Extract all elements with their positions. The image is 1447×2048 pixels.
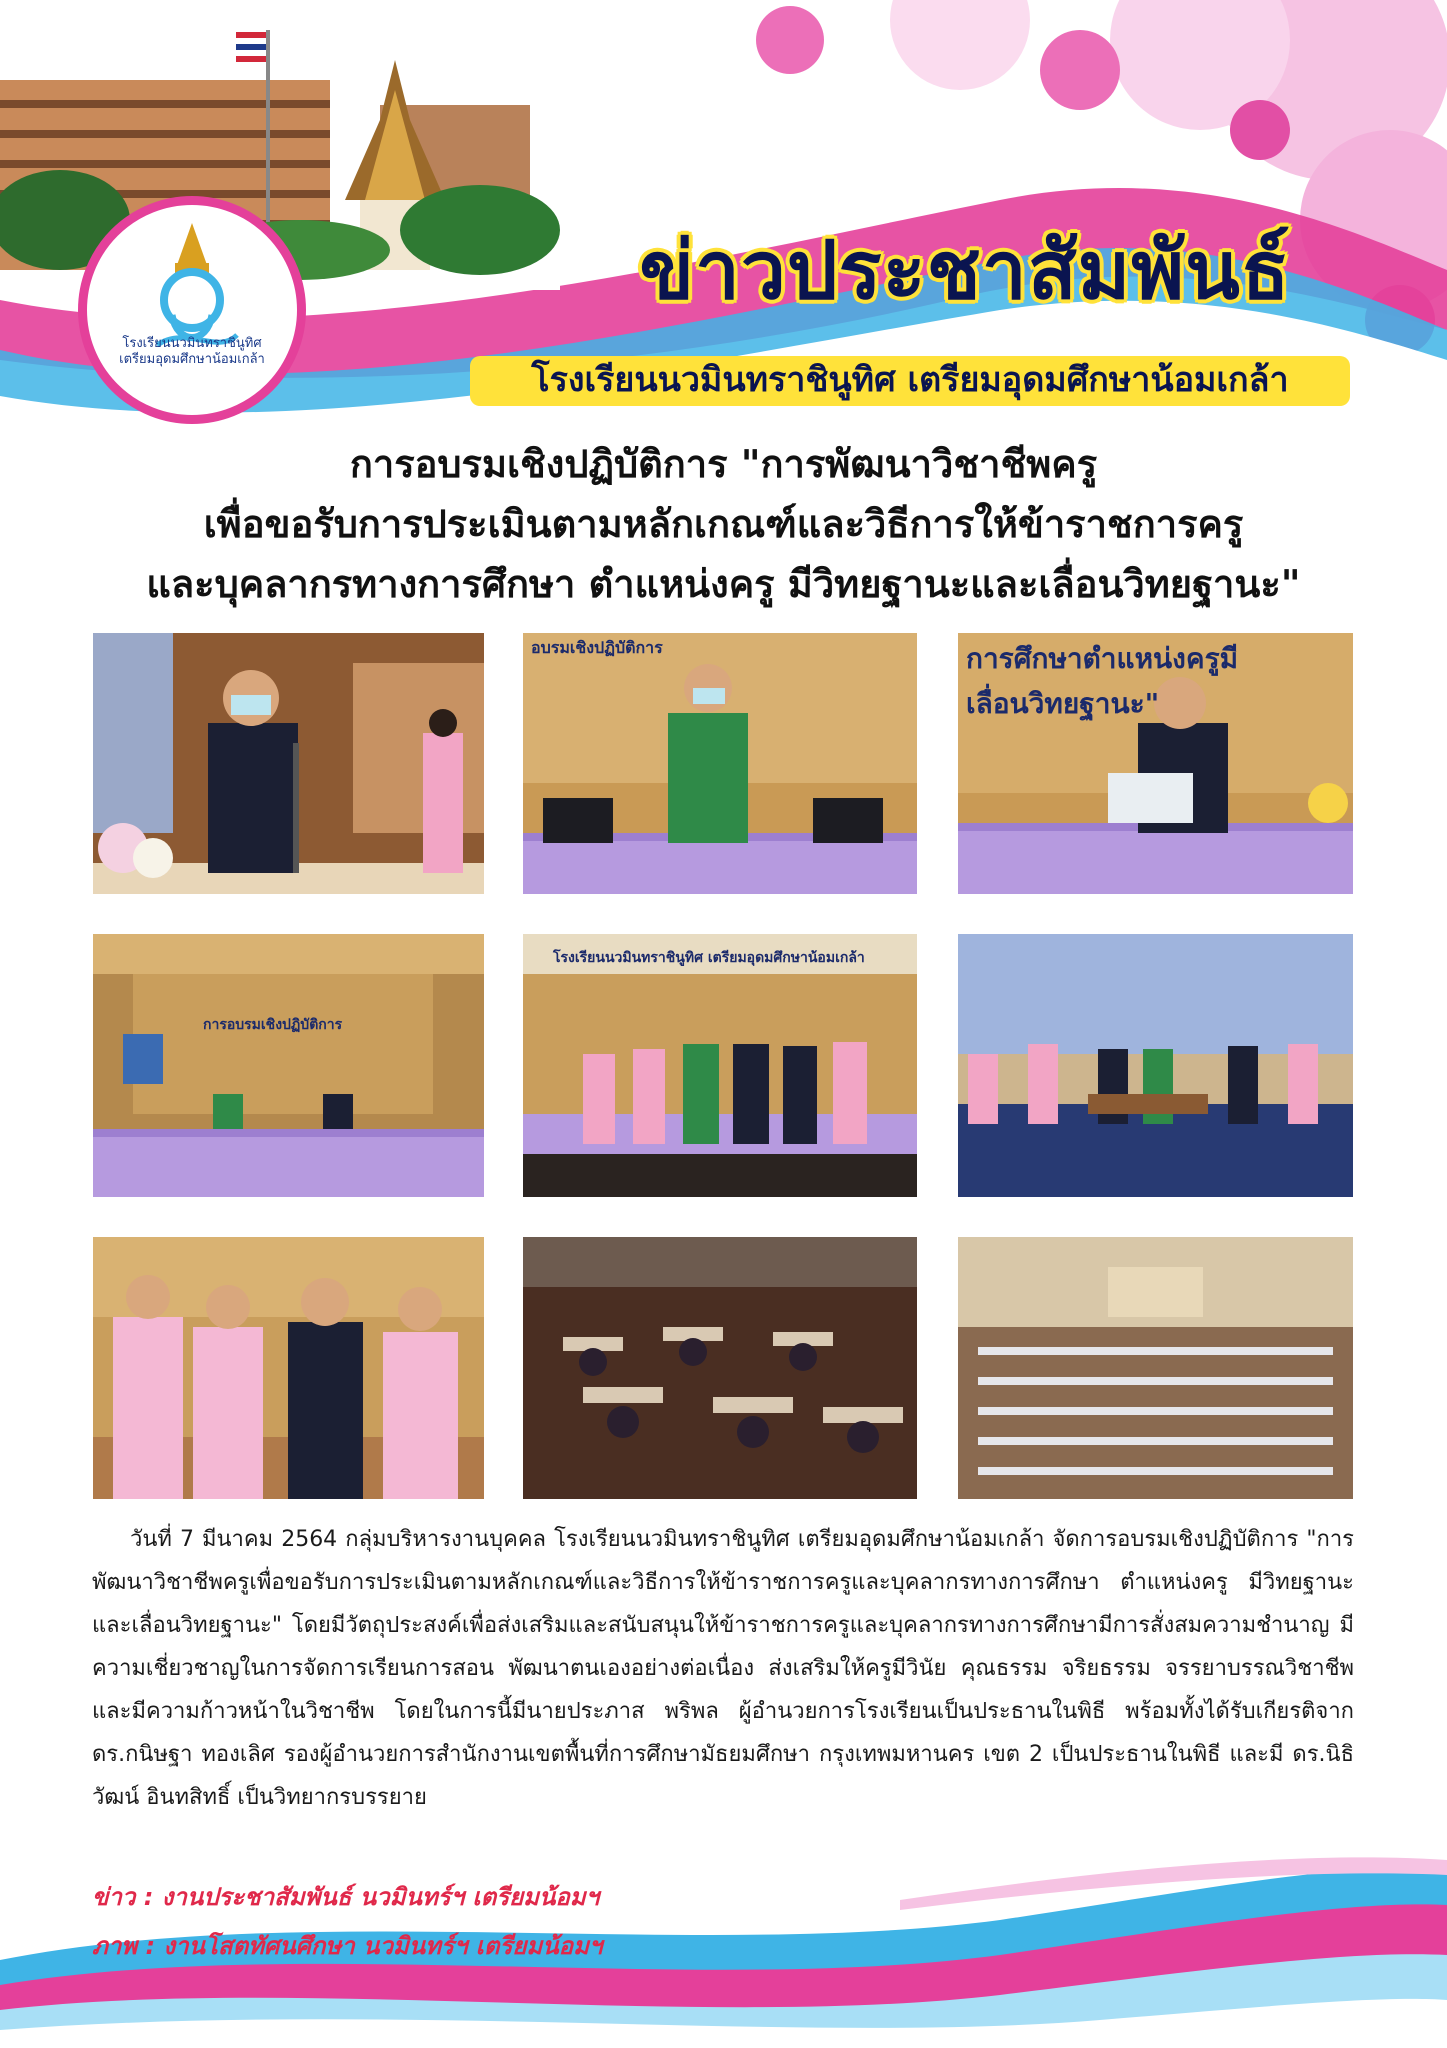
photo3-banner-text: การศึกษาตำแหน่งครูมี: [966, 642, 1239, 675]
photo-sofa-group: [958, 934, 1353, 1197]
photo3-banner-text-2: เลื่อนวิทยฐานะ": [966, 687, 1160, 720]
title-line-2: เพื่อขอรับการประเมินตามหลักเกณฑ์และวิธีการให้ข้าราชการครู: [203, 501, 1244, 546]
title-line-3: และบุคลากรทางการศึกษา ตำแหน่งครู มีวิทยฐานะและเลื่อนวิทยฐานะ": [146, 561, 1301, 606]
photo-lecturer-laptop: [958, 633, 1353, 894]
article-body: [92, 1518, 1354, 1819]
photo-hall-overview: [958, 1237, 1353, 1499]
photo-panel-table: [523, 633, 917, 894]
school-name: โรงเรียนนวมินทราชินูทิศ เตรียมอุดมศึกษาน้อมเกล้า: [531, 360, 1289, 400]
photo4-banner-text: การอบรมเชิงปฏิบัติการ: [203, 1017, 343, 1033]
photo5-banner-text: โรงเรียนนวมินทราชินูทิศ เตรียมอุดมศึกษาน้อมเกล้า: [553, 950, 865, 966]
school-crest-icon: [87, 205, 297, 415]
photo-credit: ภาพ : งานโสตทัศนศึกษา นวมินทร์ฯ เตรียมน้อมฯ: [92, 1932, 603, 1960]
photo-speaker-podium: [93, 633, 484, 894]
body-paragraph: วันที่ 7 มีนาคม 2564 กลุ่มบริหารงานบุคคล โรงเรียนนวมินทราชินูทิศ เตรียมอุดมศึกษาน้อมเกล้า จัดการอบรมเชิงปฏิบัติการ "การพัฒนาวิชาชีพครูเพื่อขอรับการประเมินตามหลักเกณฑ์และวิธีการให้ข้าราชการครูและบุคลากรทางการศึกษา ตำแหน่งครู มีวิทยฐานะและเลื่อนวิทยฐานะ" โดยมีวัตถุประสงค์เพื่อส่งเสริมและสนับสนุนให้ข้าราชการครูและบุคลากรทางการศึกษามีการสั่งสมความชำนาญ มีความเชี่ยวชาญในการจัดการเรียนการสอน พัฒนาตนเองอย่างต่อเนื่อง ส่งเสริมให้ครูมีวินัย คุณธรรม จริยธรรม จรรยาบรรณวิชาชีพ และมีความก้าวหน้าในวิชาชีพ โดยในการนี้มีนายประภาส พริพล ผู้อำนวยการโรงเรียนเป็นประธานในพิธี พร้อมทั้งได้รับเกียรติจาก ดร.กนิษฐา ทองเลิศ รองผู้อำนวยการสำนักงานเขตพื้นที่การศึกษามัธยมศึกษา กรุงเทพมหานคร เขต 2 เป็นประธานในพิธี และมี ดร.นิธิวัฒน์ อินทสิทธิ์ เป็นวิทยากรบรรยาย: [92, 1527, 1355, 1810]
logo-caption-line-2: เตรียมอุดมศึกษาน้อมเกล้า: [119, 352, 265, 367]
photo-participants-desks: [523, 1237, 917, 1499]
photo-stage-wide: [93, 934, 484, 1197]
title-line-1: การอบรมเชิงปฏิบัติการ "การพัฒนาวิชาชีพครู: [349, 441, 1098, 486]
logo-caption-line-1: โรงเรียนนวมินทราชินูทิศ: [122, 336, 262, 351]
photo-group-stage: [523, 934, 917, 1197]
article-title: [40, 434, 1407, 614]
logo-caption: [104, 336, 280, 368]
page-headline: ข่าวประชาสัมพันธ์: [639, 224, 1291, 317]
photo-award-presentation: [93, 1237, 484, 1499]
news-credit: ข่าว : งานประชาสัมพันธ์ นวมินทร์ฯ เตรียมน้อมฯ: [92, 1883, 600, 1911]
school-logo: [78, 196, 306, 424]
photo2-banner-text: อบรมเชิงปฏิบัติการ: [531, 638, 663, 657]
